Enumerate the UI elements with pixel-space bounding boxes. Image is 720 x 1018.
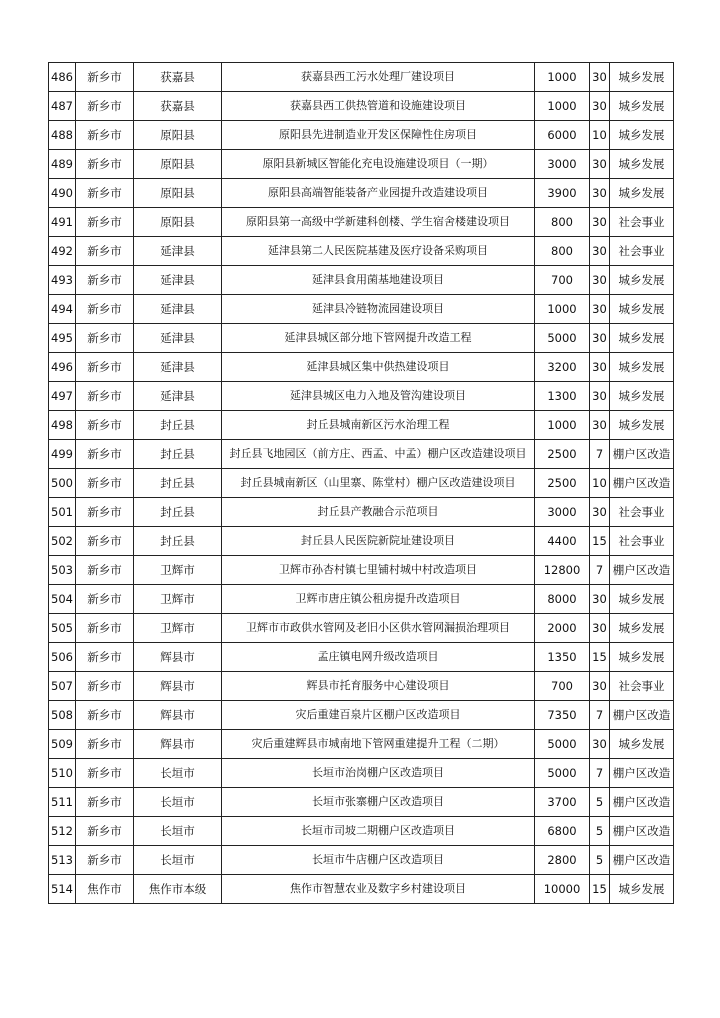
city-cell: 新乡市	[76, 92, 134, 121]
project-name-cell: 延津县城区集中供热建设项目	[222, 353, 535, 382]
county-cell: 长垣市	[134, 817, 222, 846]
city-cell: 新乡市	[76, 817, 134, 846]
county-cell: 获嘉县	[134, 63, 222, 92]
amount-cell: 800	[535, 237, 590, 266]
row-number-cell: 489	[49, 150, 76, 179]
row-number-cell: 508	[49, 701, 76, 730]
county-cell: 辉县市	[134, 701, 222, 730]
table-row	[49, 382, 674, 411]
project-name-cell: 长垣市司坡二期棚户区改造项目	[222, 817, 535, 846]
amount-cell: 5000	[535, 324, 590, 353]
row-number-cell: 511	[49, 788, 76, 817]
county-cell: 封丘县	[134, 469, 222, 498]
project-name-cell: 延津县城区电力入地及管沟建设项目	[222, 382, 535, 411]
row-number-cell: 504	[49, 585, 76, 614]
city-cell: 新乡市	[76, 179, 134, 208]
table-row	[49, 411, 674, 440]
project-name-cell: 卫辉市市政供水管网及老旧小区供水管网漏损治理项目	[222, 614, 535, 643]
category-cell: 社会事业	[610, 237, 674, 266]
category-cell: 城乡发展	[610, 382, 674, 411]
table-row	[49, 672, 674, 701]
term-cell: 10	[590, 469, 610, 498]
row-number-cell: 501	[49, 498, 76, 527]
project-name-cell: 原阳县先进制造业开发区保障性住房项目	[222, 121, 535, 150]
city-cell: 新乡市	[76, 150, 134, 179]
term-cell: 7	[590, 701, 610, 730]
row-number-cell: 486	[49, 63, 76, 92]
table-body	[49, 63, 674, 904]
city-cell: 新乡市	[76, 121, 134, 150]
term-cell: 30	[590, 179, 610, 208]
county-cell: 卫辉市	[134, 556, 222, 585]
term-cell: 30	[590, 382, 610, 411]
amount-cell: 2500	[535, 440, 590, 469]
city-cell: 新乡市	[76, 295, 134, 324]
city-cell: 新乡市	[76, 237, 134, 266]
table-row	[49, 295, 674, 324]
city-cell: 新乡市	[76, 527, 134, 556]
county-cell: 原阳县	[134, 150, 222, 179]
category-cell: 城乡发展	[610, 730, 674, 759]
city-cell: 新乡市	[76, 440, 134, 469]
county-cell: 延津县	[134, 353, 222, 382]
term-cell: 5	[590, 788, 610, 817]
table-row	[49, 266, 674, 295]
county-cell: 辉县市	[134, 730, 222, 759]
table-row	[49, 324, 674, 353]
county-cell: 原阳县	[134, 208, 222, 237]
term-cell: 30	[590, 295, 610, 324]
table-row	[49, 63, 674, 92]
county-cell: 获嘉县	[134, 92, 222, 121]
amount-cell: 2800	[535, 846, 590, 875]
city-cell: 新乡市	[76, 614, 134, 643]
table-row	[49, 469, 674, 498]
table-row	[49, 208, 674, 237]
row-number-cell: 494	[49, 295, 76, 324]
project-name-cell: 辉县市托育服务中心建设项目	[222, 672, 535, 701]
amount-cell: 3200	[535, 353, 590, 382]
amount-cell: 4400	[535, 527, 590, 556]
row-number-cell: 493	[49, 266, 76, 295]
category-cell: 城乡发展	[610, 411, 674, 440]
city-cell: 新乡市	[76, 672, 134, 701]
term-cell: 30	[590, 614, 610, 643]
project-name-cell: 长垣市牛店棚户区改造项目	[222, 846, 535, 875]
county-cell: 辉县市	[134, 643, 222, 672]
city-cell: 新乡市	[76, 208, 134, 237]
row-number-cell: 503	[49, 556, 76, 585]
amount-cell: 1000	[535, 92, 590, 121]
city-cell: 新乡市	[76, 63, 134, 92]
table-row	[49, 92, 674, 121]
term-cell: 30	[590, 237, 610, 266]
table-row	[49, 788, 674, 817]
category-cell: 棚户区改造	[610, 846, 674, 875]
row-number-cell: 513	[49, 846, 76, 875]
category-cell: 城乡发展	[610, 585, 674, 614]
amount-cell: 8000	[535, 585, 590, 614]
amount-cell: 3900	[535, 179, 590, 208]
row-number-cell: 487	[49, 92, 76, 121]
county-cell: 延津县	[134, 382, 222, 411]
city-cell: 新乡市	[76, 353, 134, 382]
county-cell: 长垣市	[134, 846, 222, 875]
row-number-cell: 492	[49, 237, 76, 266]
table-row	[49, 179, 674, 208]
project-name-cell: 灾后重建百泉片区棚户区改造项目	[222, 701, 535, 730]
term-cell: 15	[590, 875, 610, 904]
category-cell: 城乡发展	[610, 179, 674, 208]
term-cell: 30	[590, 63, 610, 92]
category-cell: 社会事业	[610, 208, 674, 237]
project-name-cell: 延津县第二人民医院基建及医疗设备采购项目	[222, 237, 535, 266]
project-name-cell: 长垣市张寨棚户区改造项目	[222, 788, 535, 817]
project-name-cell: 封丘县城南新区污水治理工程	[222, 411, 535, 440]
category-cell: 棚户区改造	[610, 759, 674, 788]
county-cell: 延津县	[134, 237, 222, 266]
term-cell: 30	[590, 266, 610, 295]
amount-cell: 1300	[535, 382, 590, 411]
category-cell: 城乡发展	[610, 121, 674, 150]
city-cell: 新乡市	[76, 585, 134, 614]
amount-cell: 3700	[535, 788, 590, 817]
city-cell: 新乡市	[76, 498, 134, 527]
county-cell: 延津县	[134, 295, 222, 324]
project-name-cell: 原阳县高端智能装备产业园提升改造建设项目	[222, 179, 535, 208]
row-number-cell: 498	[49, 411, 76, 440]
term-cell: 30	[590, 730, 610, 759]
table-row	[49, 643, 674, 672]
amount-cell: 700	[535, 266, 590, 295]
category-cell: 棚户区改造	[610, 469, 674, 498]
category-cell: 城乡发展	[610, 643, 674, 672]
project-name-cell: 获嘉县西工污水处理厂建设项目	[222, 63, 535, 92]
amount-cell: 6800	[535, 817, 590, 846]
table-row	[49, 440, 674, 469]
amount-cell: 800	[535, 208, 590, 237]
table-row	[49, 237, 674, 266]
row-number-cell: 488	[49, 121, 76, 150]
city-cell: 焦作市	[76, 875, 134, 904]
row-number-cell: 499	[49, 440, 76, 469]
category-cell: 城乡发展	[610, 150, 674, 179]
term-cell: 15	[590, 643, 610, 672]
term-cell: 30	[590, 411, 610, 440]
amount-cell: 2000	[535, 614, 590, 643]
category-cell: 城乡发展	[610, 63, 674, 92]
row-number-cell: 507	[49, 672, 76, 701]
county-cell: 卫辉市	[134, 614, 222, 643]
county-cell: 卫辉市	[134, 585, 222, 614]
table-row	[49, 556, 674, 585]
project-name-cell: 卫辉市孙杏村镇七里铺村城中村改造项目	[222, 556, 535, 585]
city-cell: 新乡市	[76, 643, 134, 672]
county-cell: 焦作市本级	[134, 875, 222, 904]
project-name-cell: 延津县城区部分地下管网提升改造工程	[222, 324, 535, 353]
table-row	[49, 701, 674, 730]
row-number-cell: 500	[49, 469, 76, 498]
category-cell: 城乡发展	[610, 875, 674, 904]
amount-cell: 2500	[535, 469, 590, 498]
city-cell: 新乡市	[76, 730, 134, 759]
project-name-cell: 孟庄镇电网升级改造项目	[222, 643, 535, 672]
project-name-cell: 封丘县城南新区（山里寨、陈堂村）棚户区改造建设项目	[222, 469, 535, 498]
project-name-cell: 原阳县第一高级中学新建科创楼、学生宿舍楼建设项目	[222, 208, 535, 237]
term-cell: 30	[590, 353, 610, 382]
project-name-cell: 封丘县产教融合示范项目	[222, 498, 535, 527]
amount-cell: 1000	[535, 411, 590, 440]
amount-cell: 7350	[535, 701, 590, 730]
category-cell: 城乡发展	[610, 353, 674, 382]
row-number-cell: 505	[49, 614, 76, 643]
category-cell: 城乡发展	[610, 295, 674, 324]
table-row	[49, 730, 674, 759]
category-cell: 棚户区改造	[610, 788, 674, 817]
county-cell: 延津县	[134, 324, 222, 353]
category-cell: 棚户区改造	[610, 556, 674, 585]
project-name-cell: 焦作市智慧农业及数字乡村建设项目	[222, 875, 535, 904]
term-cell: 30	[590, 324, 610, 353]
category-cell: 社会事业	[610, 498, 674, 527]
county-cell: 长垣市	[134, 759, 222, 788]
county-cell: 封丘县	[134, 527, 222, 556]
amount-cell: 12800	[535, 556, 590, 585]
amount-cell: 6000	[535, 121, 590, 150]
county-cell: 延津县	[134, 266, 222, 295]
city-cell: 新乡市	[76, 759, 134, 788]
term-cell: 5	[590, 846, 610, 875]
table-row	[49, 846, 674, 875]
city-cell: 新乡市	[76, 469, 134, 498]
row-number-cell: 497	[49, 382, 76, 411]
project-name-cell: 延津县食用菌基地建设项目	[222, 266, 535, 295]
term-cell: 7	[590, 556, 610, 585]
city-cell: 新乡市	[76, 266, 134, 295]
county-cell: 封丘县	[134, 440, 222, 469]
amount-cell: 5000	[535, 759, 590, 788]
row-number-cell: 509	[49, 730, 76, 759]
county-cell: 封丘县	[134, 411, 222, 440]
table-row	[49, 527, 674, 556]
table-row	[49, 875, 674, 904]
county-cell: 封丘县	[134, 498, 222, 527]
term-cell: 10	[590, 121, 610, 150]
project-list-page	[48, 62, 673, 904]
county-cell: 原阳县	[134, 121, 222, 150]
project-name-cell: 封丘县人民医院新院址建设项目	[222, 527, 535, 556]
term-cell: 30	[590, 585, 610, 614]
row-number-cell: 502	[49, 527, 76, 556]
category-cell: 棚户区改造	[610, 817, 674, 846]
amount-cell: 5000	[535, 730, 590, 759]
table-row	[49, 759, 674, 788]
row-number-cell: 491	[49, 208, 76, 237]
row-number-cell: 510	[49, 759, 76, 788]
category-cell: 城乡发展	[610, 266, 674, 295]
city-cell: 新乡市	[76, 701, 134, 730]
city-cell: 新乡市	[76, 556, 134, 585]
term-cell: 5	[590, 817, 610, 846]
city-cell: 新乡市	[76, 324, 134, 353]
table-row	[49, 150, 674, 179]
county-cell: 原阳县	[134, 179, 222, 208]
city-cell: 新乡市	[76, 382, 134, 411]
project-name-cell: 封丘县飞地园区（前方庄、西孟、中孟）棚户区改造建设项目	[222, 440, 535, 469]
table-row	[49, 585, 674, 614]
project-name-cell: 长垣市治岗棚户区改造项目	[222, 759, 535, 788]
term-cell: 30	[590, 672, 610, 701]
city-cell: 新乡市	[76, 411, 134, 440]
amount-cell: 1350	[535, 643, 590, 672]
project-name-cell: 灾后重建辉县市城南地下管网重建提升工程（二期）	[222, 730, 535, 759]
category-cell: 社会事业	[610, 672, 674, 701]
table-row	[49, 498, 674, 527]
term-cell: 7	[590, 440, 610, 469]
table-row	[49, 817, 674, 846]
row-number-cell: 512	[49, 817, 76, 846]
term-cell: 30	[590, 150, 610, 179]
category-cell: 城乡发展	[610, 614, 674, 643]
project-name-cell: 原阳县新城区智能化充电设施建设项目（一期）	[222, 150, 535, 179]
row-number-cell: 496	[49, 353, 76, 382]
amount-cell: 3000	[535, 150, 590, 179]
table-row	[49, 121, 674, 150]
county-cell: 长垣市	[134, 788, 222, 817]
project-name-cell: 获嘉县西工供热管道和设施建设项目	[222, 92, 535, 121]
category-cell: 棚户区改造	[610, 701, 674, 730]
category-cell: 社会事业	[610, 527, 674, 556]
row-number-cell: 490	[49, 179, 76, 208]
term-cell: 7	[590, 759, 610, 788]
project-name-cell: 卫辉市唐庄镇公租房提升改造项目	[222, 585, 535, 614]
amount-cell: 1000	[535, 295, 590, 324]
term-cell: 15	[590, 527, 610, 556]
term-cell: 30	[590, 92, 610, 121]
category-cell: 城乡发展	[610, 324, 674, 353]
table-row	[49, 614, 674, 643]
amount-cell: 700	[535, 672, 590, 701]
term-cell: 30	[590, 208, 610, 237]
row-number-cell: 495	[49, 324, 76, 353]
city-cell: 新乡市	[76, 846, 134, 875]
table-row	[49, 353, 674, 382]
term-cell: 30	[590, 498, 610, 527]
amount-cell: 3000	[535, 498, 590, 527]
county-cell: 辉县市	[134, 672, 222, 701]
project-name-cell: 延津县冷链物流园建设项目	[222, 295, 535, 324]
project-table	[48, 62, 674, 904]
category-cell: 城乡发展	[610, 92, 674, 121]
category-cell: 棚户区改造	[610, 440, 674, 469]
city-cell: 新乡市	[76, 788, 134, 817]
amount-cell: 10000	[535, 875, 590, 904]
row-number-cell: 514	[49, 875, 76, 904]
amount-cell: 1000	[535, 63, 590, 92]
row-number-cell: 506	[49, 643, 76, 672]
